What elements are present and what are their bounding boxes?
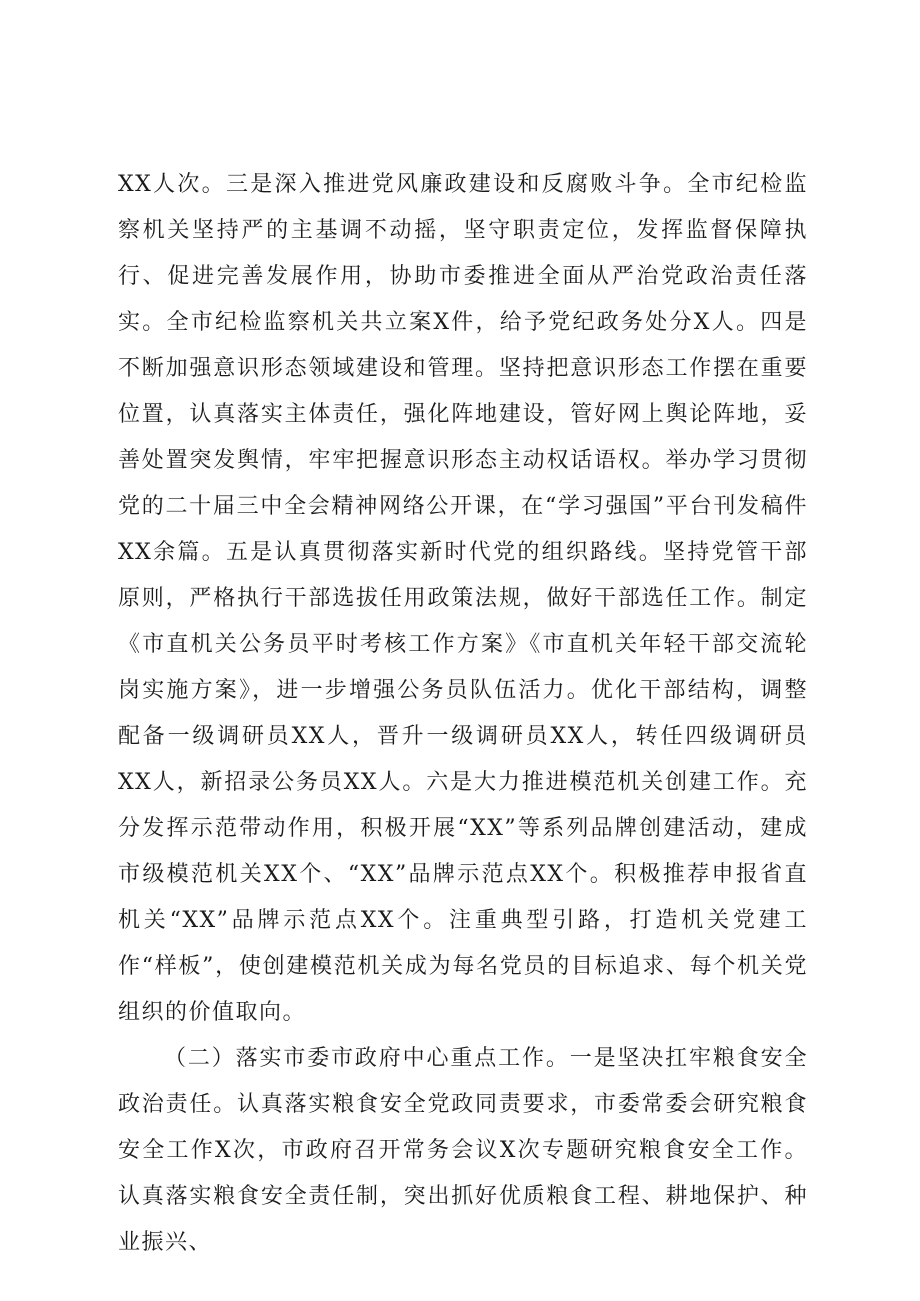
paragraph-continuation: XX人次。三是深入推进党风廉政建设和反腐败斗争。全市纪检监察机关坚持严的主基调不动摇，坚守职责定位，发挥监督保障执行、促进完善发展作用，协助市委推进全面从严治党政治责任落实。全市纪检监察机关共立案X件，给予党纪政务处分X人。四是不断加强意识形态领域建设和管理。坚持把意识形态工作摆在重要位置，认真落实主体责任，强化阵地建设，管好网上舆论阵地，妥善处置突发舆情，牢牢把握意识形态主动权话语权。举办学习贯彻党的二十届三中全会精神网络公开课，在“学习强国”平台刊发稿件XX余篇。五是认真贯彻落实新时代党的组织路线。坚持党管干部原则，严格执行干部选拔任用政策法规，做好干部选任工作。制定《市直机关公务员平时考核工作方案》《市直机关年轻干部交流轮岗实施方案》，进一步增强公务员队伍活力。优化干部结构，调整配备一级调研员XX人，晋升一级调研员XX人，转任四级调研员XX人，新招录公务员XX人。六是大力推进模范机关创建工作。充分发挥示范带动作用，积极开展“XX”等系列品牌创建活动，建成市级模范机关XX个、“XX”品牌示范点XX个。积极推荐申报省直机关“XX”品牌示范点XX个。注重典型引路，打造机关党建工作“样板”，使创建模范机关成为每名党员的目标追求、每个机关党组织的价值取向。 xyxy=(118,172,808,1025)
paragraph-section-two: （二）落实市委市政府中心重点工作。一是坚决扛牢粮食安全政治责任。认真落实粮食安全党政同责要求，市委常委会研究粮食安全工作X次，市政府召开常务会议X次专题研究粮食安全工作。认真落实粮食安全责任制，突出抓好优质粮食工程、耕地保护、种业振兴、 xyxy=(118,1046,808,1255)
body-text xyxy=(118,162,808,1266)
